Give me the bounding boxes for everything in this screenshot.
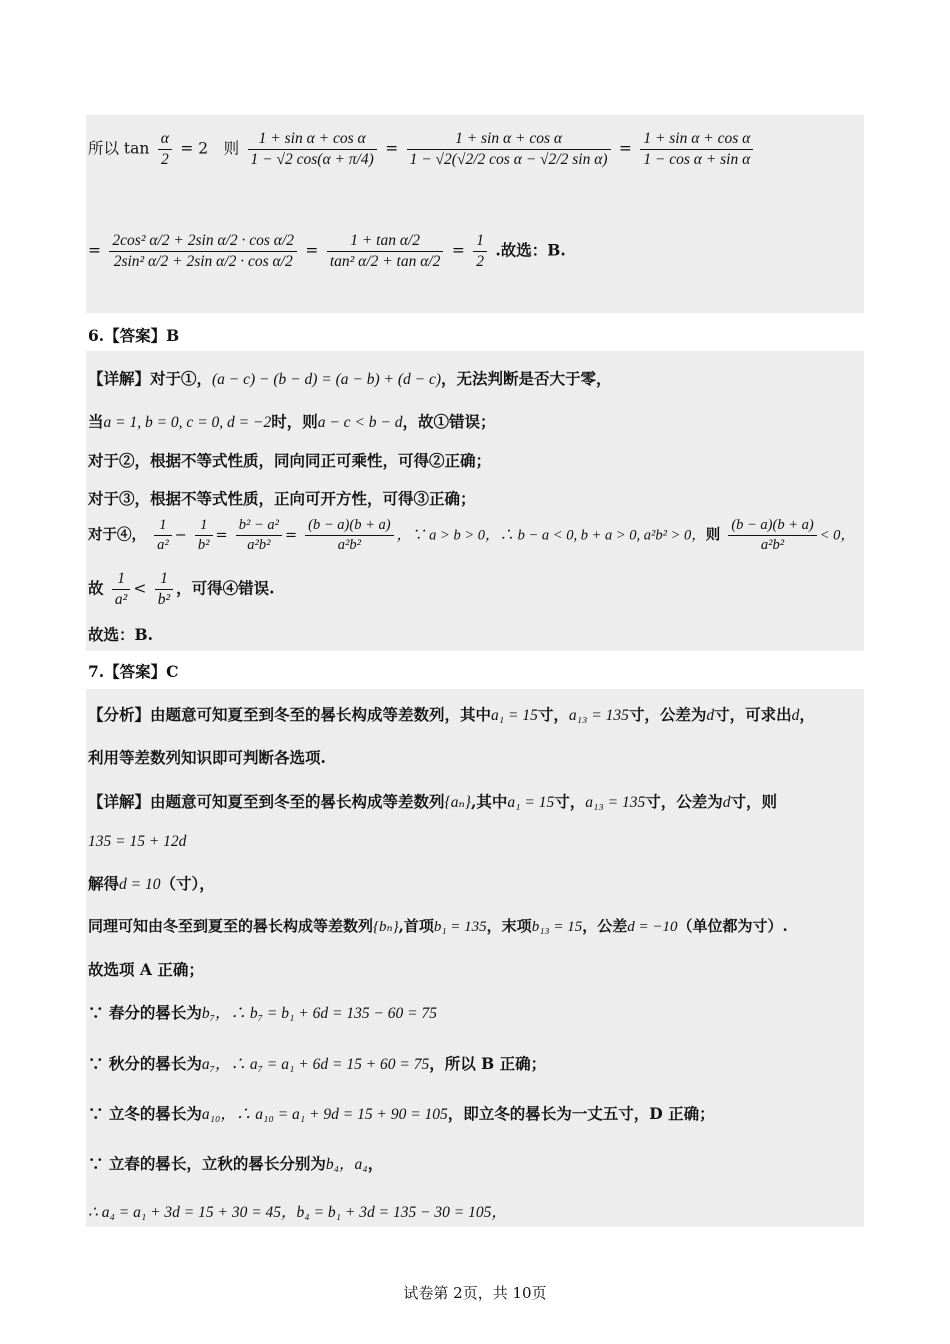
- q7-detail3: 解得d = 10（寸），: [88, 874, 215, 893]
- page-footer: 试卷第 2页，共 10页: [403, 1284, 547, 1302]
- q6-line4: 对于③，根据不等式性质，正向可开方性，可得③正确；: [88, 489, 476, 508]
- q6-line2: 当a = 1, b = 0, c = 0, d = −2时，则a − c < b − d，故①错误；: [88, 412, 496, 431]
- q7-detail1: 【详解】由题意可知夏至到冬至的晷长构成等差数列{aₙ},其中a₁ = 15寸，a₁₃ = 135寸，公差为d寸，则: [88, 792, 778, 811]
- s5-eq2: = 2 则: [180, 139, 240, 158]
- q7-detail5: 故选项 A 正确；: [88, 960, 204, 979]
- q7-detail4: 同理可知由冬至到夏至的晷长构成等差数列{bₙ},首项b₁ = 135，末项b₁₃ = 15，公差d = −10（单位都为寸）.: [88, 917, 788, 935]
- s5-frac3: $\frac{\text{1 + sin α + cos α}}{\text{1 − cos α + sin α}}$: [640, 130, 753, 169]
- q7-detail10: ∴ a₄ = a₁ + 3d = 15 + 30 = 45，b₄ = b₁ + 3d = 135 − 30 = 105，: [88, 1204, 507, 1221]
- q7-detail2: 135 = 15 + 12d: [88, 833, 187, 850]
- s5-frac1: $\frac{\text{1 + sin α + cos α}}{1 - √2 \cos(\alpha + \pi/4)}$: [248, 130, 377, 169]
- s5-row1: 所以 tan $\frac{\alpha}{2}$ = 2 则 $\frac{\text{1 + sin α + cos α}}{1 - √2 \cos(\alpha + \pi/4)}$ = $\frac{\text{1 + sin α + cos α}}{\text{1 − √2(√2/2 cos α − √2/2 sin α)}}$ = $\frac{\text{1 + sin α + cos α}}{\text{1 − cos α + sin α}}$: [88, 130, 756, 169]
- s5-prefix: 所以 tan: [88, 139, 150, 158]
- q7-header: 7.【答案】C: [88, 662, 179, 681]
- q6-line5: 对于④， $\frac{1}{\text{a²}}$ − $\frac{1}{\text{b²}}$ = $\frac{\text{b² − a²}}{\text{a²b²}}$ = $\frac{(b - a)(b + a)}{\text{a²b²}}$ ，∵ a > b > 0，∴ b − a < 0, b + a > 0, a²b² > 0，则 $\frac{(b - a)(b + a)}{\text{a²b²}}$ < 0，: [88, 517, 855, 553]
- q6-line1: 【详解】对于①，(a − c) − (b − d) = (a − b) + (d − c)，无法判断是否大于零，: [88, 369, 612, 388]
- s5-row2: = $\frac{\text{2cos² α/2 + 2sin α/2 · cos α/2}}{\text{2sin² α/2 + 2sin α/2 · cos α/2}}$ = $\frac{\text{1 + tan α/2}}{\text{tan² α/2 + tan α/2}}$ = $\frac{1}{2}$ .故选：B.: [88, 232, 566, 270]
- s5-half-frac: $\frac{\alpha}{2}$: [158, 130, 172, 169]
- q6-line6: 故 $\frac{1}{\text{a²}}$ < $\frac{1}{\text{b²}}$ ，可得④错误.: [88, 570, 275, 608]
- q7-analysis1: 【分析】由题意可知夏至到冬至的晷长构成等差数列，其中a₁ = 15寸，a₁₃ = 135寸，公差为d寸，可求出d，: [88, 705, 815, 724]
- q6-header: 6.【答案】B: [88, 326, 180, 345]
- q7-detail9: ∵ 立春的晷长，立秋的晷长分别为b₄，a₄，: [88, 1154, 384, 1173]
- q7-detail8: ∵ 立冬的晷长为a₁₀，∴ a₁₀ = a₁ + 9d = 15 + 90 = 105，即立冬的晷长为一丈五寸，D 正确；: [88, 1104, 715, 1123]
- s5-frac5: $\frac{\text{1 + tan α/2}}{\text{tan² α/2 + tan α/2}}$: [327, 232, 444, 271]
- s5-frac2: $\frac{\text{1 + sin α + cos α}}{\text{1 − √2(√2/2 cos α − √2/2 sin α)}}$: [407, 130, 611, 169]
- s5-frac4: $\frac{\text{2cos² α/2 + 2sin α/2 · cos α/2}}{\text{2sin² α/2 + 2sin α/2 · cos α/2}}$: [109, 232, 297, 271]
- q7-analysis2: 利用等差数列知识即可判断各选项.: [88, 748, 326, 767]
- q6-line3: 对于②，根据不等式性质，同向同正可乘性，可得②正确；: [88, 451, 492, 470]
- q6-line7: 故选：B.: [88, 625, 153, 644]
- s5-tail: .故选：B.: [495, 240, 566, 260]
- q7-detail6: ∵ 春分的晷长为b₇，∴ b₇ = b₁ + 6d = 135 − 60 = 75: [88, 1003, 437, 1022]
- q7-detail7: ∵ 秋分的晷长为a₇，∴ a₇ = a₁ + 6d = 15 + 60 = 75，所以 B 正确；: [88, 1054, 547, 1073]
- s5-result: $\frac{1}{2}$: [473, 232, 487, 271]
